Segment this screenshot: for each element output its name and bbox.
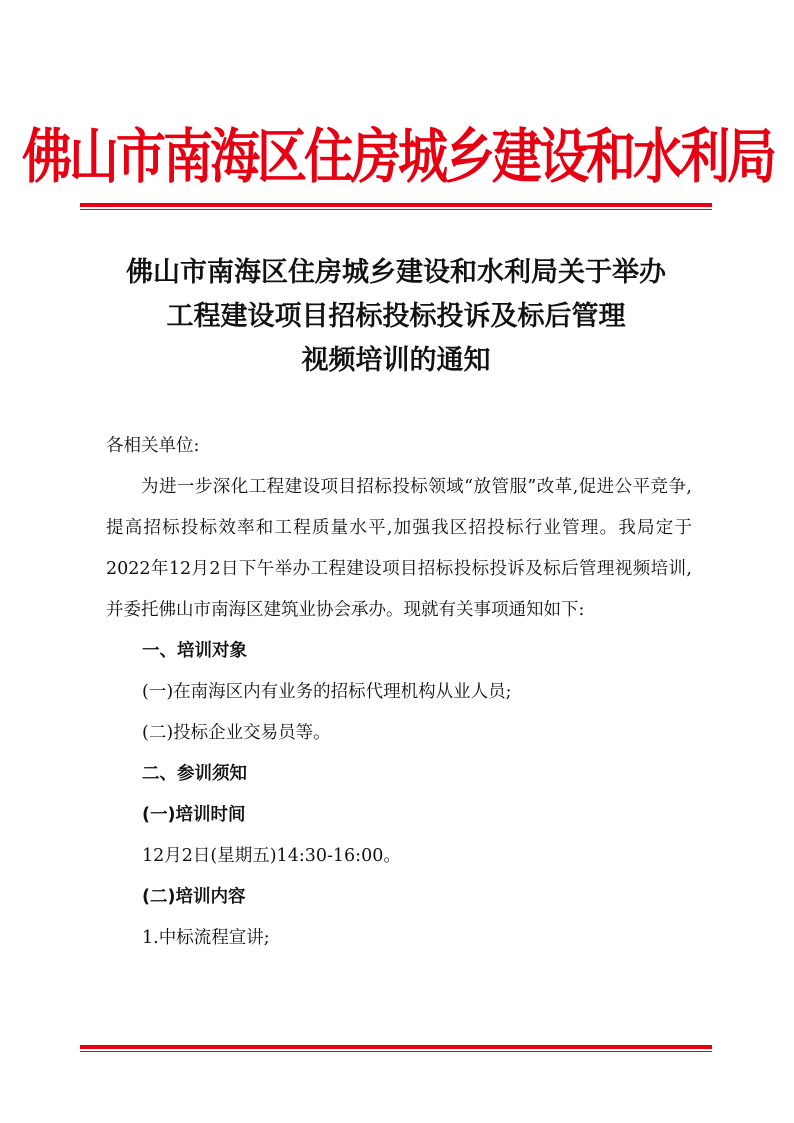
section-2-sub-1-heading: (一)培训时间 [142, 805, 246, 825]
section-1-item-2: (二)投标企业交易员等。 [142, 723, 331, 743]
header-red-rule [80, 203, 712, 210]
notice-title-line-3: 视频培训的通知 [301, 345, 491, 376]
notice-body [106, 426, 692, 959]
section-2-sub-2-heading: (二)培训内容 [142, 887, 246, 907]
notice-title-line-1: 佛山市南海区住房城乡建设和水利局关于举办 [126, 257, 666, 288]
section-2-heading: 二、参训须知 [142, 764, 247, 784]
section-2-sub-1-text: 12月2日(星期五)14:30-16:00。 [142, 846, 401, 866]
footer-red-rule [80, 1045, 712, 1052]
notice-title [80, 251, 712, 383]
notice-title-line-2: 工程建设项目招标投标投诉及标后管理 [166, 301, 626, 332]
section-2-sub-2-item-1: 1.中标流程宣讲; [142, 928, 270, 948]
salutation: 各相关单位: [106, 436, 200, 456]
section-1-heading: 一、培训对象 [142, 641, 247, 661]
section-1-item-1: (一)在南海区内有业务的招标代理机构从业人员; [142, 682, 512, 702]
masthead-title: 佛山市南海区住房城乡建设和水利局 [22, 121, 774, 191]
intro-paragraph: 为进一步深化工程建设项目招标投标领域“放管服”改革,促进公平竞争,提高招标投标效率和工程质量水平,加强我区招投标行业管理。我局定于2022年12月2日下午举办工程建设项目招标投标投诉及标后管理视频培训,并委托佛山市南海区建筑业协会承办。现就有关事项通知如下: [106, 477, 692, 620]
